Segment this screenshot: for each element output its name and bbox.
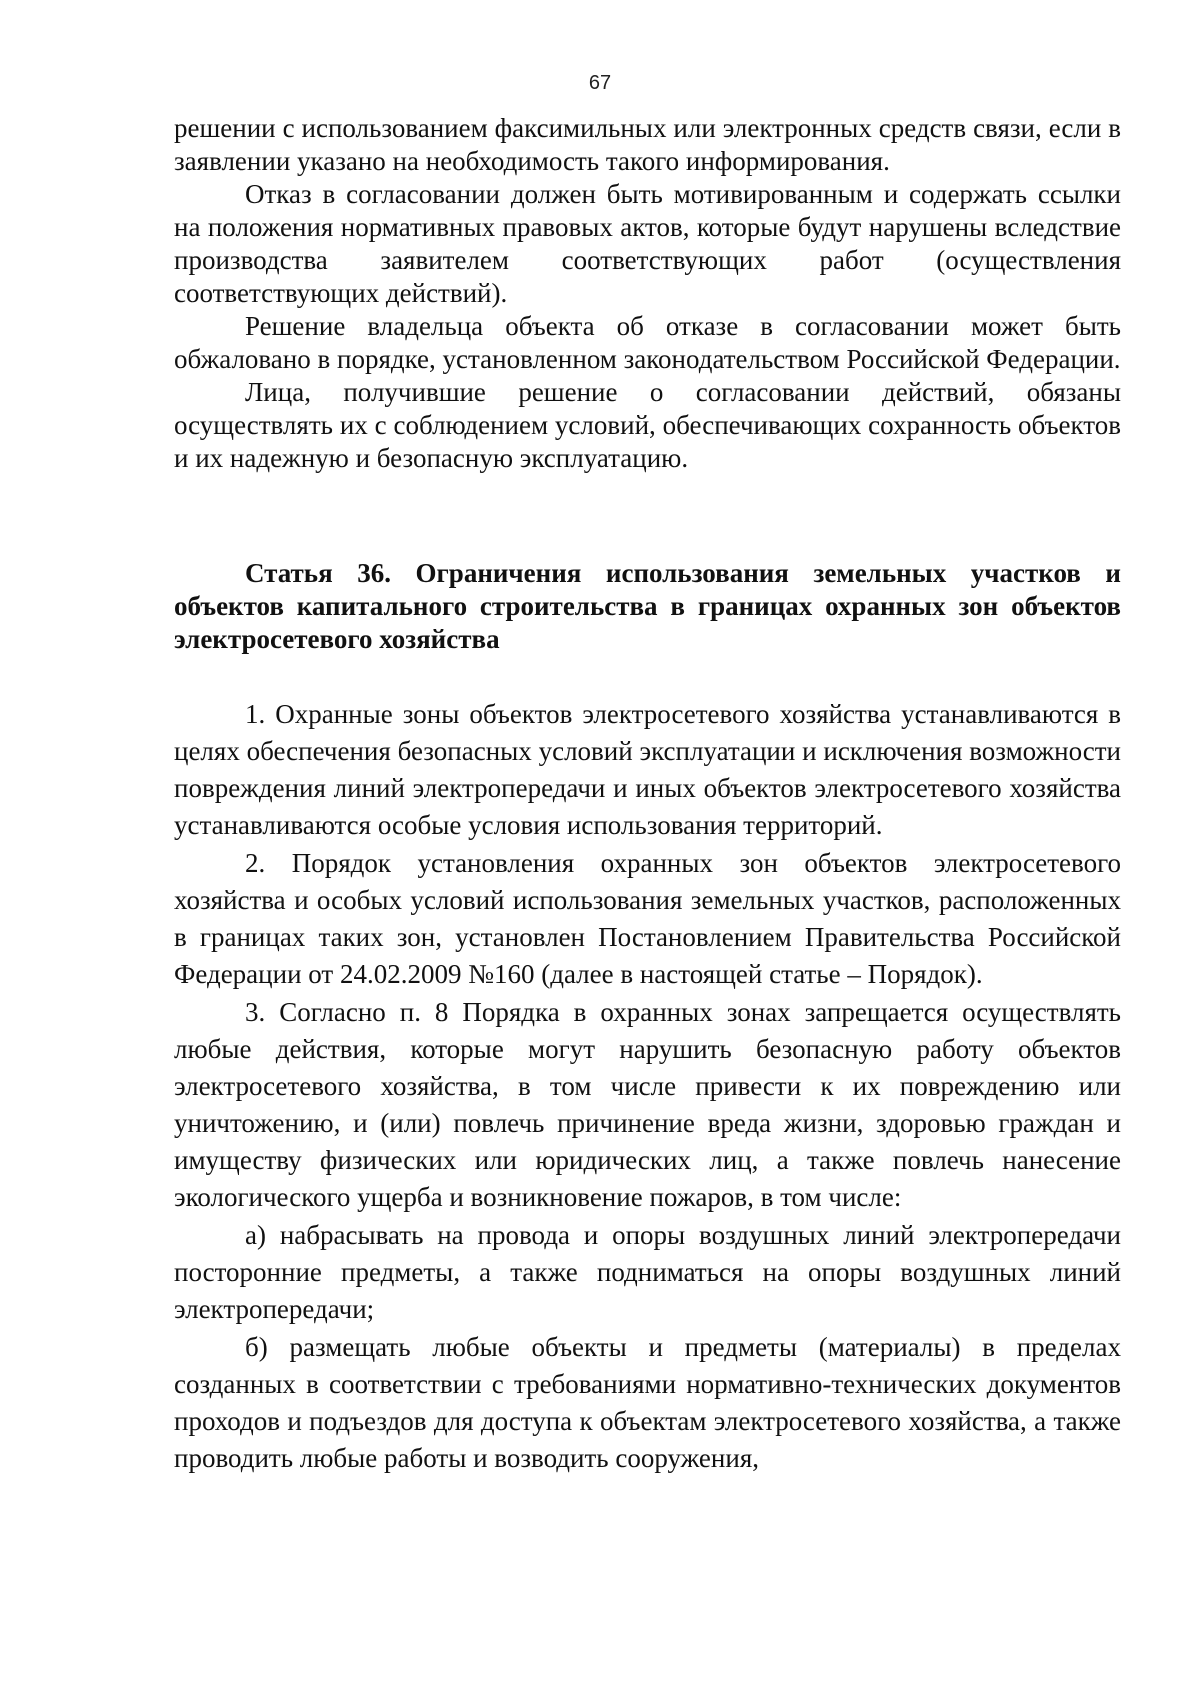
article-body (174, 696, 1121, 1477)
article-subitem-a: а) набрасывать на провода и опоры воздушных линий электропередачи посторонние предметы, а также подниматься на опоры воздушных линий электропередачи; (174, 1220, 1121, 1324)
paragraph-refusal-motivation: Отказ в согласовании должен быть мотивированным и содержать ссылки на положения нормативных правовых актов, которые будут нарушены вследствие производства заявителем соответствующих работ (осуществления соответствующих действий). (174, 179, 1121, 308)
article-item-2: 2. Порядок установления охранных зон объектов электросетевого хозяйства и особых условий использования земельных участков, расположенных в границах таких зон, установлен Постановлением Правительства Российской Федерации от 24.02.2009 №160 (далее в настоящей статье – Порядок). (174, 848, 1121, 989)
paragraph-refusal-appeal: Решение владельца объекта об отказе в согласовании может быть обжаловано в порядке, установленном законодательством Российской Федерации. (174, 311, 1121, 374)
page-number: 67 (588, 72, 612, 94)
article-item-1: 1. Охранные зоны объектов электросетевого хозяйства устанавливаются в целях обеспечения безопасных условий эксплуатации и исключения возможности повреждения линий электропередачи и иных объектов электросетевого хозяйства устанавливаются особые условия использования территорий. (174, 699, 1121, 840)
article-item-3: 3. Согласно п. 8 Порядка в охранных зонах запрещается осуществлять любые действия, которые могут нарушить безопасную работу объектов электросетевого хозяйства, в том числе привести к их повреждению или уничтожению, и (или) повлечь причинение вреда жизни, здоровью граждан и имуществу физических или юридических лиц, а также повлечь нанесение экологического ущерба и возникновение пожаров, в том числе: (174, 997, 1121, 1212)
paragraph-obligations: Лица, получившие решение о согласовании действий, обязаны осуществлять их с соблюдением условий, обеспечивающих сохранность объектов и их надежную и безопасную эксплуатацию. (174, 377, 1121, 473)
document-body (174, 112, 1121, 1477)
article-heading: Статья 36. Ограничения использования земельных участков и объектов капитального строительства в границах охранных зон объектов электросетевого хозяйства (174, 558, 1121, 654)
paragraph-continuation: решении с использованием факсимильных или электронных средств связи, если в заявлении указано на необходимость такого информирования. (174, 113, 1121, 176)
article-subitem-b: б) размещать любые объекты и предметы (материалы) в пределах созданных в соответствии с требованиями нормативно-технических документов проходов и подъездов для доступа к объектам электросетевого хозяйства, а также проводить любые работы и возводить сооружения, (174, 1332, 1121, 1473)
